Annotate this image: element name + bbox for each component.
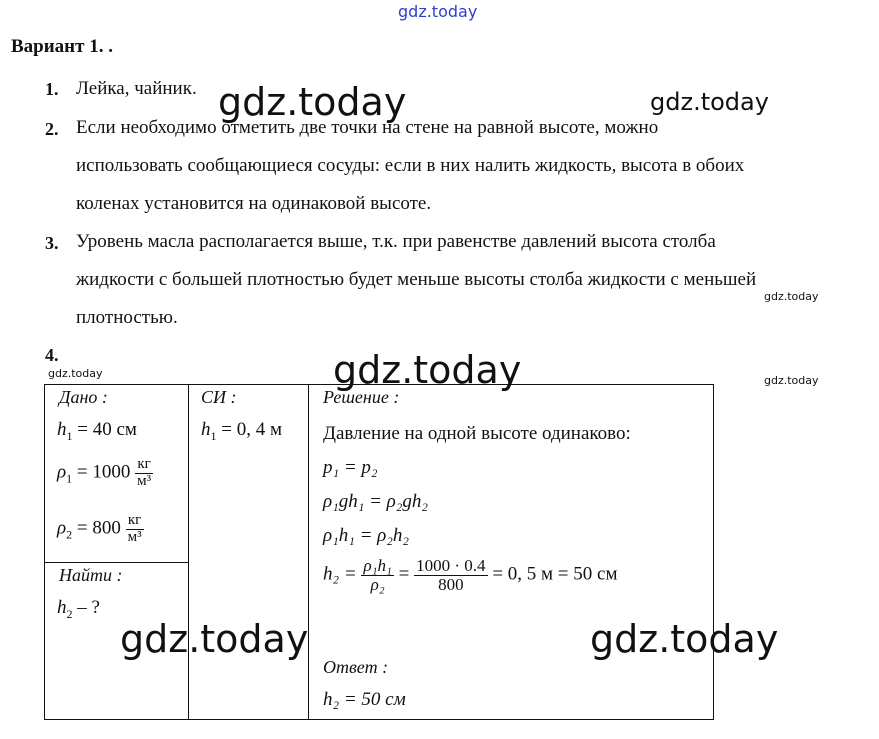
si-label: СИ : (201, 387, 237, 407)
solution-label: Решение : (323, 387, 400, 407)
solution-cell (309, 385, 714, 720)
given-rho2: $\rho_2 = 800$ $\frac{кг}{\text{м³}}$ (57, 512, 142, 545)
watermark-large: gdz.today (120, 617, 309, 661)
find-var: $h_2$ – ? (57, 597, 100, 621)
solution-text: Давление на одной высоте одинаково: (323, 423, 631, 444)
item-text-line: использовать сообщающиеся сосуды: если в них налить жидкость, высота в обоих (76, 155, 745, 176)
watermark-large: gdz.today (218, 80, 407, 124)
given-h1: $h_1 = 40$ см (57, 419, 137, 443)
equation-final: h₂ = $\frac{\text{ρ₁h₁}}{\text{ρ₂}}$ = $\frac{1000 \cdot 0.4}{800}$ = 0, 5 м = 50 см (323, 556, 618, 594)
watermark-large: gdz.today (333, 348, 522, 392)
equation: p₁ = p₂ (323, 457, 378, 478)
given-label: Дано : (59, 387, 108, 407)
watermark-small: gdz.today (764, 290, 819, 303)
answer-label: Ответ : (323, 657, 389, 677)
si-h1: $h_1 = 0$, 4 м (201, 419, 282, 443)
equation: ρ₁h₁ = ρ₂h₂ (323, 525, 409, 546)
item-number: 1. (45, 79, 59, 99)
item-text-line: Уровень масла располагается выше, т.к. при равенстве давлений высота столба (76, 231, 716, 252)
item-number: 2. (45, 119, 59, 139)
watermark-small: gdz.today (48, 367, 103, 380)
item-number: 4. (45, 345, 59, 365)
watermark-medium: gdz.today (650, 88, 769, 116)
item-text-line: жидкости с большей плотностью будет меньше высоты столба жидкости с меньшей (76, 269, 757, 290)
given-cell (45, 385, 189, 563)
watermark-large: gdz.today (590, 617, 779, 661)
find-label: Найти : (59, 565, 123, 585)
answer-value: h₂ = 50 см (323, 689, 406, 710)
item-text-line: Если необходимо отметить две точки на стене на равной высоте, можно (76, 117, 659, 138)
watermark-small: gdz.today (764, 374, 819, 387)
watermark-top: gdz.today (398, 2, 478, 21)
equation: ρ₁gh₁ = ρ₂gh₂ (323, 491, 428, 512)
variant-title: Вариант 1. . (11, 36, 113, 57)
given-rho1: $\rho_1 = 1000$ $\frac{кг}{\text{м³}}$ (57, 456, 152, 489)
item-text-line: Лейка, чайник. (76, 78, 197, 99)
item-number: 3. (45, 233, 59, 253)
si-cell (189, 385, 309, 720)
task-table (44, 384, 714, 720)
item-text-line: плотностью. (76, 307, 178, 328)
item-text-line: коленах установится на одинаковой высоте. (76, 193, 432, 214)
